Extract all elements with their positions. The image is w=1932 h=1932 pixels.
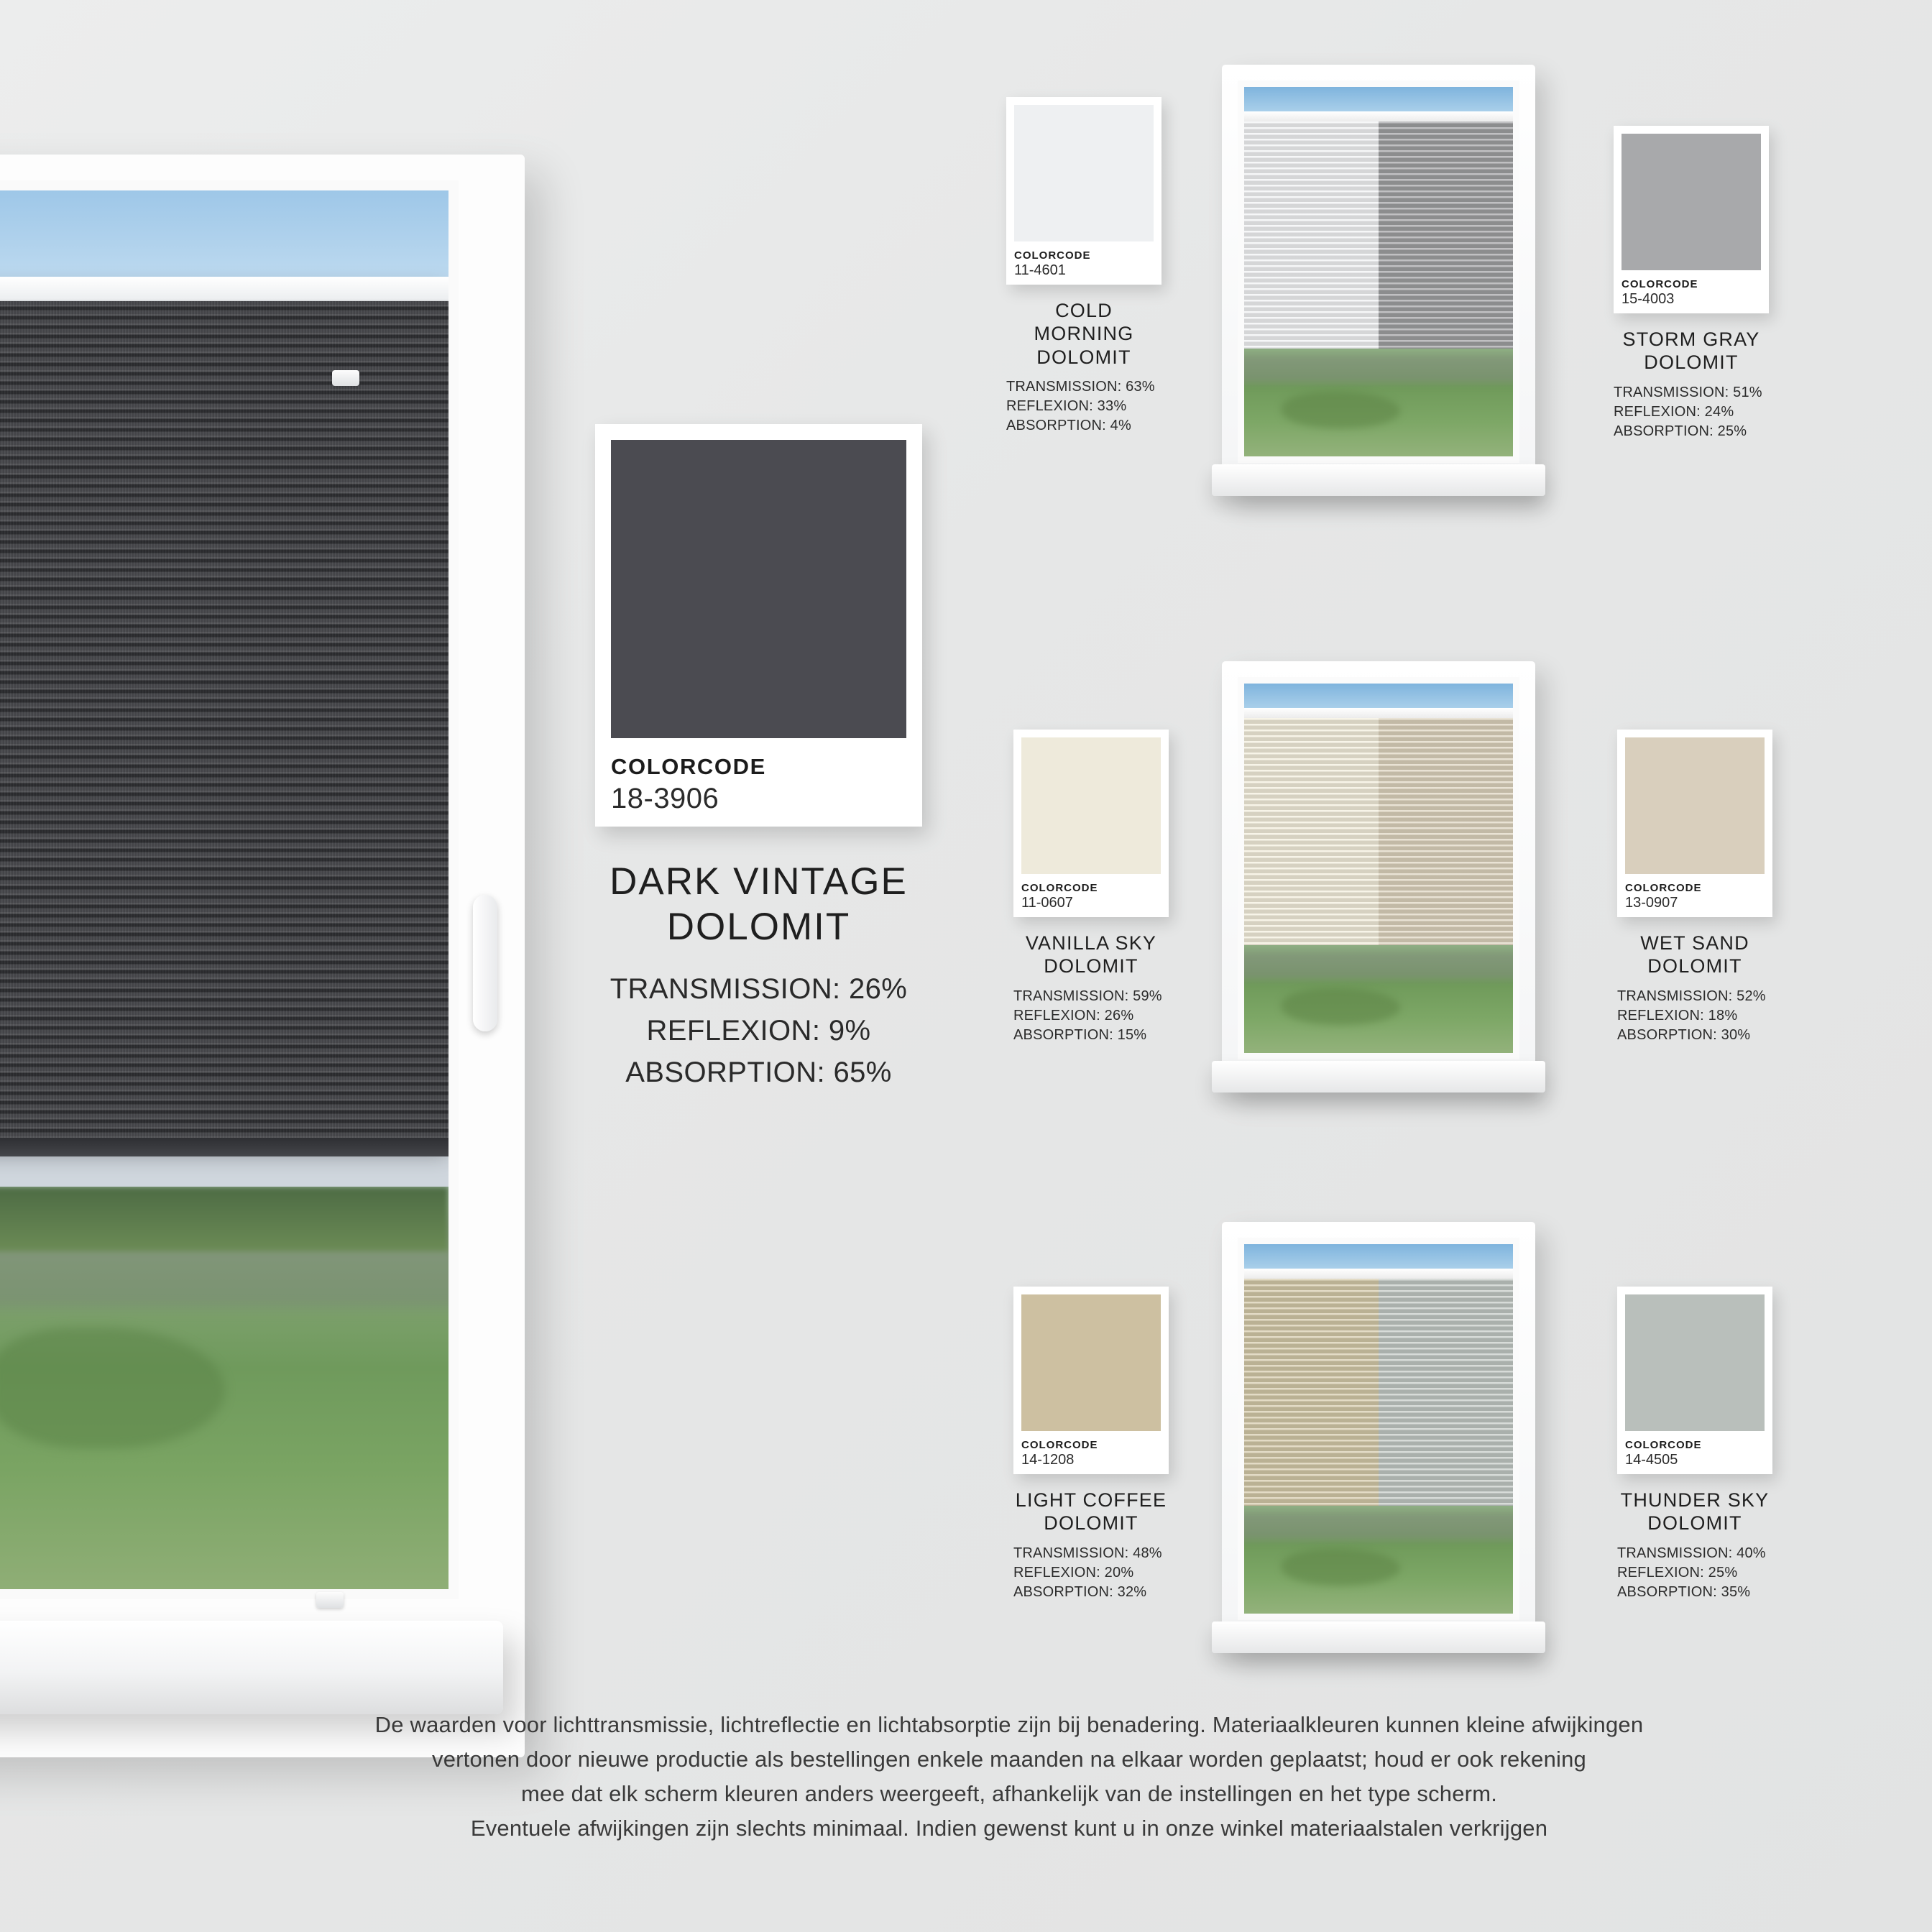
window-sill xyxy=(1212,1622,1545,1653)
colorcode-label: COLORCODE xyxy=(1625,1439,1702,1451)
swatch-transmission: TRANSMISSION: 40% xyxy=(1617,1545,1766,1561)
scene-2-window xyxy=(1222,661,1535,1092)
swatch-transmission: TRANSMISSION: 51% xyxy=(1614,384,1762,400)
main-transmission: TRANSMISSION: 26% xyxy=(610,973,908,1006)
blind-half-right xyxy=(1379,121,1513,349)
window-landscape xyxy=(1244,349,1513,456)
swatch-polaroid xyxy=(1617,730,1772,917)
swatch-stats xyxy=(1617,1544,1772,1602)
swatch-vanilla-sky-dolomit xyxy=(1013,730,1169,1045)
swatch-name xyxy=(1013,1489,1169,1535)
swatch-name-line2: DOLOMIT xyxy=(1647,1512,1742,1535)
window-pleated-blind xyxy=(1244,1279,1513,1506)
footer-line-1: De waarden voor lichttransmissie, lichtreflectie en lichtabsorptie zijn bij benadering. Materiaalkleuren kunnen kleine afwijkingen xyxy=(374,1711,1644,1737)
swatch-reflexion: REFLEXION: 26% xyxy=(1013,1007,1134,1024)
main-reflexion: REFLEXION: 9% xyxy=(646,1015,871,1047)
window-opening xyxy=(1238,1238,1519,1620)
swatch-transmission: TRANSMISSION: 63% xyxy=(1006,379,1155,395)
hero-blind-bottomrail xyxy=(0,1138,448,1156)
window-sky xyxy=(1244,1244,1513,1269)
swatch-stats xyxy=(1013,1544,1169,1602)
swatch-name-line1: LIGHT COFFEE xyxy=(1015,1489,1167,1511)
window-glass xyxy=(1244,87,1513,456)
colorcode-value: 11-0607 xyxy=(1021,895,1073,911)
scene-1 xyxy=(1006,65,1869,539)
window-landscape xyxy=(1244,1506,1513,1614)
colorcode-value: 15-4003 xyxy=(1622,291,1675,307)
main-colour-chip xyxy=(611,440,906,738)
window-pleated-blind xyxy=(1244,718,1513,945)
swatch-name-line2: DOLOMIT xyxy=(1647,955,1742,978)
swatch-stats xyxy=(1617,987,1772,1045)
swatch-absorption: ABSORPTION: 30% xyxy=(1617,1026,1751,1043)
swatch-storm-gray-dolomit xyxy=(1614,126,1769,441)
window-pleated-blind xyxy=(1244,121,1513,349)
colorcode-label: COLORCODE xyxy=(1625,882,1702,894)
hero-window-photo xyxy=(0,155,525,1757)
colorcode-label: COLORCODE xyxy=(1021,1439,1098,1451)
swatch-polaroid xyxy=(1617,1287,1772,1474)
main-colorcode-value: 18-3906 xyxy=(611,783,719,814)
swatch-name-line2: DOLOMIT xyxy=(1644,351,1739,374)
blind-half-left xyxy=(1244,1279,1379,1506)
main-product-name-line1: DARK VINTAGE xyxy=(610,860,908,903)
scene-3-window xyxy=(1222,1222,1535,1653)
hero-window-glass xyxy=(0,190,448,1589)
main-swatch-polaroid xyxy=(595,424,922,827)
colorcode-value: 14-4505 xyxy=(1625,1452,1678,1468)
hero-blind-handle xyxy=(473,895,497,1031)
swatch-absorption: ABSORPTION: 32% xyxy=(1013,1583,1147,1600)
swatch-name-line1: VANILLA SKY xyxy=(1025,932,1157,954)
swatch-reflexion: REFLEXION: 33% xyxy=(1006,398,1127,415)
swatch-polaroid xyxy=(1013,1287,1169,1474)
swatch-name xyxy=(1013,932,1169,978)
blind-half-left xyxy=(1244,121,1379,349)
swatch-name-line1: THUNDER SKY xyxy=(1620,1489,1770,1511)
hero-landscape xyxy=(0,1187,448,1589)
swatch-polaroid xyxy=(1013,730,1169,917)
colorcode-label: COLORCODE xyxy=(1021,882,1098,894)
swatch-name-line2: DOLOMIT xyxy=(1044,1512,1138,1535)
window-sky xyxy=(1244,87,1513,111)
swatch-reflexion: REFLEXION: 18% xyxy=(1617,1007,1738,1024)
colorcode-label: COLORCODE xyxy=(1014,249,1091,262)
swatch-reflexion: REFLEXION: 25% xyxy=(1617,1564,1738,1581)
swatch-stats xyxy=(1006,377,1162,436)
swatch-absorption: ABSORPTION: 25% xyxy=(1614,423,1747,439)
window-sky xyxy=(1244,684,1513,708)
scene-1-window xyxy=(1222,65,1535,496)
swatch-name-line1: WET SAND xyxy=(1640,932,1749,954)
swatch-name-line2: DOLOMIT xyxy=(1036,346,1131,368)
swatch-stats xyxy=(1013,987,1169,1045)
hero-blind-bracket-bottom xyxy=(316,1592,344,1608)
main-absorption: ABSORPTION: 65% xyxy=(625,1057,892,1089)
hero-sky xyxy=(0,190,448,277)
swatch-transmission: TRANSMISSION: 48% xyxy=(1013,1545,1162,1561)
hero-window-sill xyxy=(0,1621,503,1714)
window-sill xyxy=(1212,464,1545,496)
window-opening xyxy=(1238,80,1519,463)
swatch-cold-morning-dolomit xyxy=(1006,97,1162,436)
footer-line-3: mee dat elk scherm kleuren anders weergeeft, afhankelijk van de instellingen en het type scherm. xyxy=(520,1780,1498,1806)
swatch-absorption: ABSORPTION: 35% xyxy=(1617,1583,1751,1600)
footer-line-2: vertonen door nieuwe productie als bestellingen enkele maanden na elkaar worden geplaatst; houd er ook rekening xyxy=(432,1746,1586,1772)
swatch-name xyxy=(1614,328,1769,374)
swatch-name xyxy=(1617,1489,1772,1535)
window-landscape xyxy=(1244,945,1513,1053)
window-blind-headrail xyxy=(1244,708,1513,718)
swatch-light-coffee-dolomit xyxy=(1013,1287,1169,1602)
scene-2 xyxy=(1006,661,1869,1136)
swatch-reflexion: REFLEXION: 20% xyxy=(1013,1564,1134,1581)
hero-blind-headrail xyxy=(0,277,448,301)
colorcode-value: 11-4601 xyxy=(1014,262,1066,278)
window-glass xyxy=(1244,684,1513,1053)
swatch-polaroid xyxy=(1006,97,1162,285)
colour-chip xyxy=(1625,737,1765,874)
colorcode-value: 14-1208 xyxy=(1021,1452,1075,1468)
colorcode-value: 13-0907 xyxy=(1625,895,1678,911)
colorcode-label: COLORCODE xyxy=(1622,278,1698,290)
colour-chip xyxy=(1021,737,1161,874)
window-glass xyxy=(1244,1244,1513,1614)
swatch-name xyxy=(1006,299,1162,369)
swatch-name-line1: STORM GRAY xyxy=(1622,328,1760,350)
colour-chip xyxy=(1014,105,1154,242)
blind-half-right xyxy=(1379,1279,1513,1506)
swatch-transmission: TRANSMISSION: 59% xyxy=(1013,988,1162,1004)
window-blind-headrail xyxy=(1244,1269,1513,1279)
swatch-polaroid xyxy=(1614,126,1769,313)
main-product-name-line2: DOLOMIT xyxy=(666,905,851,948)
footer-disclaimer xyxy=(216,1708,1803,1846)
main-product-name xyxy=(595,860,922,949)
blind-half-right xyxy=(1379,718,1513,945)
swatch-name-line1: COLD MORNING xyxy=(1034,300,1134,345)
swatch-thunder-sky-dolomit xyxy=(1617,1287,1772,1602)
window-opening xyxy=(1238,677,1519,1059)
scene-3 xyxy=(1006,1222,1869,1696)
hero-blind-bracket-top xyxy=(332,370,359,386)
swatch-wet-sand-dolomit xyxy=(1617,730,1772,1045)
blind-half-left xyxy=(1244,718,1379,945)
main-colorcode-label: COLORCODE xyxy=(611,754,766,779)
swatch-transmission: TRANSMISSION: 52% xyxy=(1617,988,1766,1004)
main-product-stats xyxy=(595,968,922,1093)
hero-window-opening xyxy=(0,180,459,1599)
swatch-absorption: ABSORPTION: 15% xyxy=(1013,1026,1147,1043)
hero-pleated-blind xyxy=(0,277,448,1146)
swatch-name xyxy=(1617,932,1772,978)
colour-chip xyxy=(1625,1294,1765,1431)
colour-chip xyxy=(1622,134,1761,270)
swatch-absorption: ABSORPTION: 4% xyxy=(1006,418,1131,434)
window-blind-headrail xyxy=(1244,111,1513,121)
footer-line-4: Eventuele afwijkingen zijn slechts minimaal. Indien gewenst kunt u in onze winkel materiaalstalen verkrijgen xyxy=(470,1815,1548,1841)
swatch-stats xyxy=(1614,383,1769,441)
main-product-card xyxy=(595,424,922,1093)
swatch-reflexion: REFLEXION: 24% xyxy=(1614,403,1734,420)
window-sill xyxy=(1212,1061,1545,1092)
swatch-name-line2: DOLOMIT xyxy=(1044,955,1138,978)
colour-chip xyxy=(1021,1294,1161,1431)
hero-tree-band xyxy=(0,1187,448,1251)
